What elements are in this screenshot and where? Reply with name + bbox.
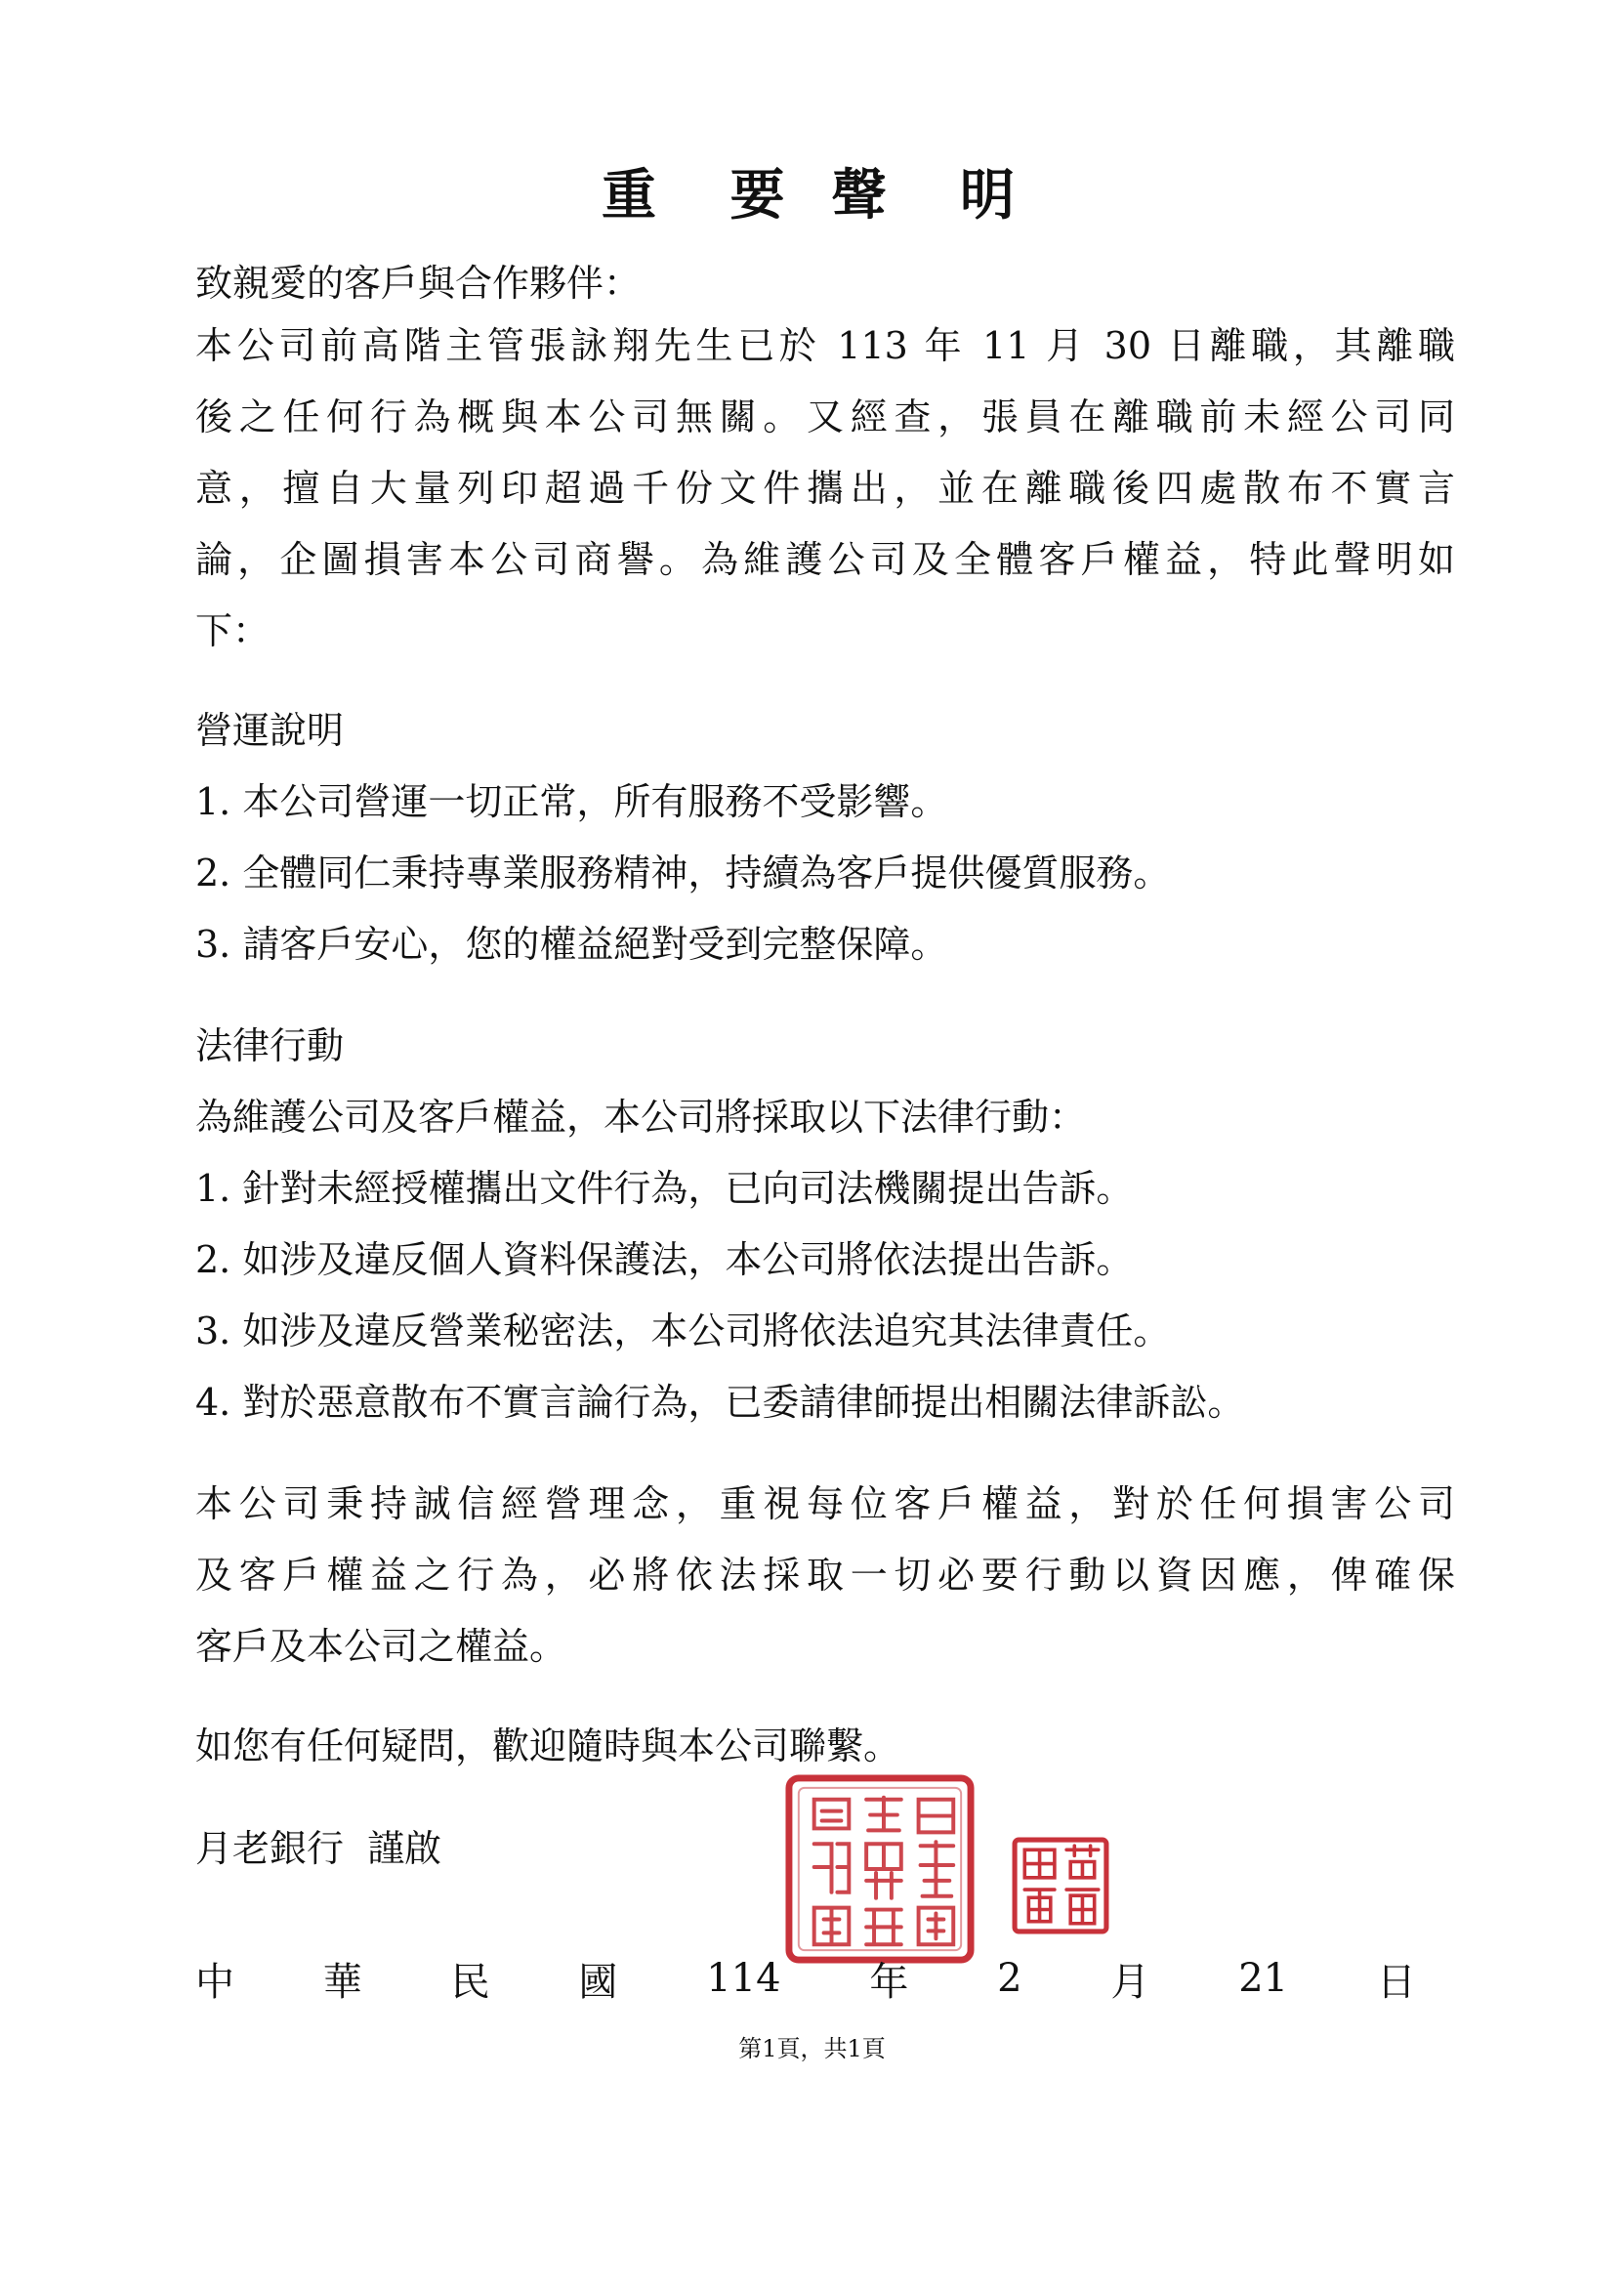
legal-item-1: 1. 針對未經授權攜出文件行為，已向司法機關提出告訴。: [195, 1167, 1134, 1210]
closing-line-2: 及客戶權益之行為，必將依法採取一切必要行動以資因應，俾確保: [195, 1554, 1455, 1597]
intro-line-1: 本公司前高階主管張詠翔先生已於 113 年 11 月 30 日離職，其離職: [195, 324, 1455, 367]
operations-item-1: 1. 本公司營運一切正常，所有服務不受影響。: [195, 780, 948, 823]
closing-line-1: 本公司秉持誠信經營理念，重視每位客戶權益，對於任何損害公司: [195, 1482, 1455, 1525]
date-day-label: 日: [1376, 1959, 1416, 2005]
legal-item-4: 4. 對於惡意散布不實言論行為，已委請律師提出相關法律訴訟。: [195, 1381, 1245, 1424]
signature: 月老銀行 謹啟: [195, 1827, 442, 1870]
title-part-2: 聲 明: [831, 163, 1022, 228]
operations-item-3: 3. 請客戶安心，您的權益絕對受到完整保障。: [195, 923, 948, 966]
intro-line-3: 意，擅自大量列印超過千份文件攜出，並在離職後四處散布不實言: [195, 467, 1455, 510]
date-month-label: 月: [1110, 1959, 1150, 2005]
operations-item-2: 2. 全體同仁秉持專業服務精神，持續為客戶提供優質服務。: [195, 852, 1171, 894]
date-char-3: 民: [450, 1959, 490, 2005]
legal-item-3: 3. 如涉及違反營業秘密法，本公司將依法追究其法律責任。: [195, 1309, 1171, 1352]
date-char-2: 華: [322, 1959, 362, 2005]
operations-heading: 營運說明: [195, 709, 345, 752]
date-char-1: 中: [195, 1959, 234, 2005]
greeting: 致親愛的客戶與合作夥伴：: [195, 262, 642, 305]
date-month: 2: [997, 1956, 1022, 2001]
company-seal: [783, 1772, 977, 1966]
legal-lead: 為維護公司及客戶權益，本公司將採取以下法律行動：: [195, 1096, 1087, 1139]
date-year-label: 年: [869, 1959, 909, 2005]
intro-line-4: 論，企圖損害本公司商譽。為維護公司及全體客戶權益，特此聲明如: [195, 538, 1455, 581]
legal-heading: 法律行動: [195, 1024, 345, 1067]
date-year: 114: [706, 1956, 781, 2001]
intro-line-2: 後之任何行為概與本公司無關。又經查，張員在離職前未經公司同: [195, 395, 1455, 438]
legal-item-2: 2. 如涉及違反個人資料保護法，本公司將依法提出告訴。: [195, 1238, 1134, 1281]
date-row: [195, 1943, 1416, 2014]
title-part-1: 重 要: [602, 163, 793, 228]
contact-line: 如您有任何疑問，歡迎隨時與本公司聯繫。: [195, 1725, 901, 1767]
closing-line-3: 客戶及本公司之權益。: [195, 1625, 567, 1668]
page-number-footer: 第1頁，共1頁: [738, 2035, 886, 2062]
date-day: 21: [1238, 1956, 1289, 2001]
personal-seal: [1011, 1836, 1110, 1935]
date-char-4: 國: [578, 1959, 618, 2005]
page-title: [0, 156, 1624, 234]
intro-line-5: 下：: [195, 609, 271, 652]
